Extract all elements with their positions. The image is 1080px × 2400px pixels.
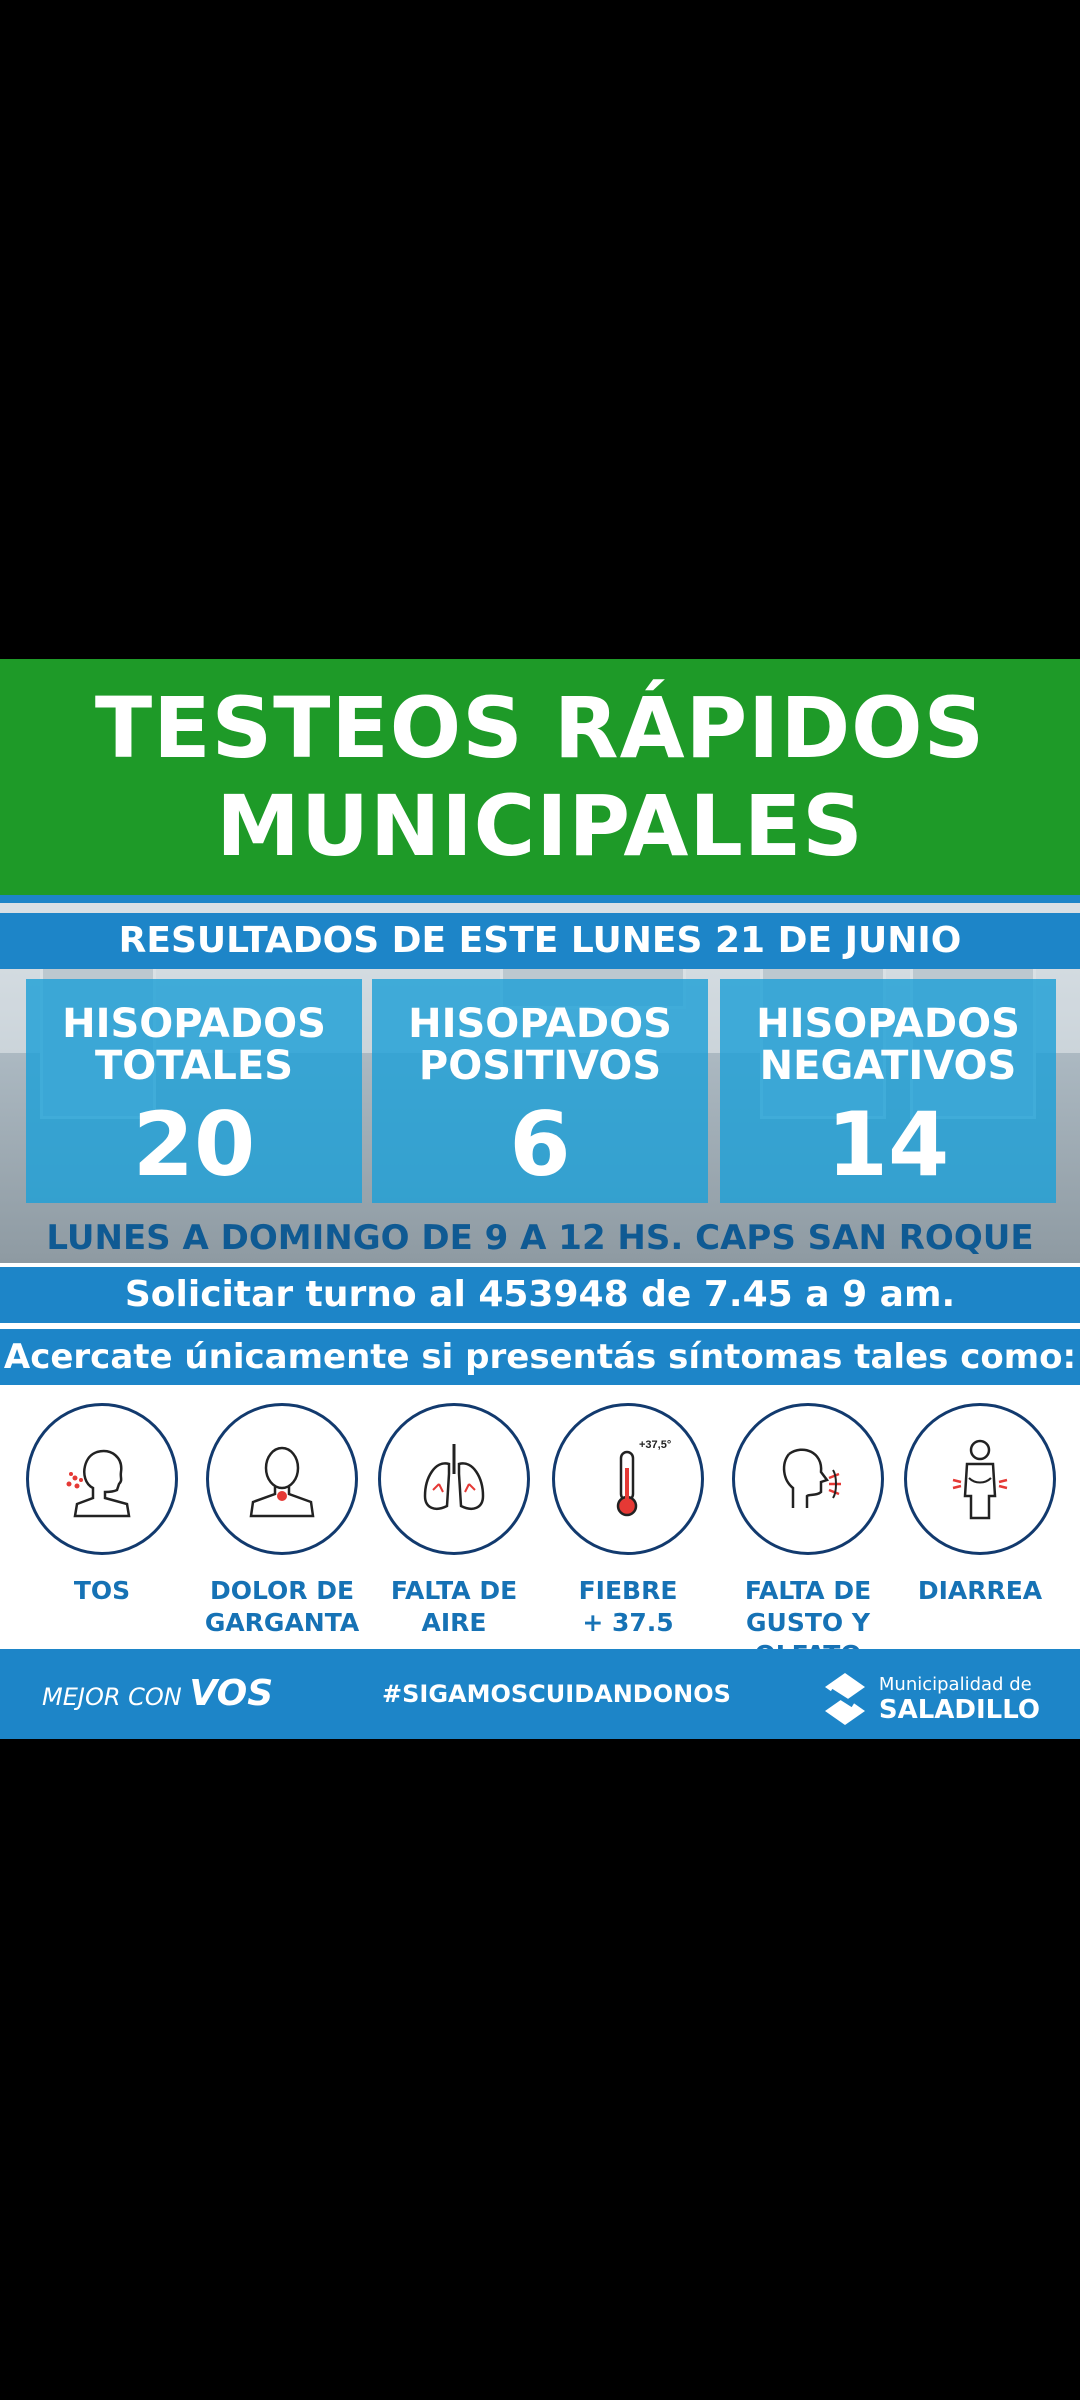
stat-total: [26, 979, 362, 1203]
symptom-shortness-breath-label-2: AIRE: [421, 1608, 487, 1637]
stat-positive-label-1: HISOPADOS: [408, 1001, 672, 1047]
stat-negative-value: 14: [826, 1093, 950, 1196]
symptom-diarrhea: [890, 1385, 1070, 1607]
symptoms-row: [0, 1385, 1080, 1649]
fever-temp-text: +37,5°: [639, 1439, 672, 1451]
symptom-taste-smell-label-1: FALTA DE: [744, 1576, 872, 1605]
footer-bar: [0, 1649, 1080, 1739]
slogan-vos: VOS: [189, 1673, 274, 1714]
stat-total-value: 20: [132, 1093, 256, 1196]
stat-negative: [720, 979, 1056, 1203]
title-line-1: TESTEOS RÁPIDOS: [94, 679, 986, 777]
municipality-logo: [823, 1671, 1040, 1727]
title-banner: [0, 659, 1080, 895]
symptom-fever-label-2: + 37.5: [582, 1608, 674, 1637]
appointment-bar: Solicitar turno al 453948 de 7.45 a 9 am.: [0, 1267, 1080, 1323]
municipality-small: Municipalidad de: [878, 1674, 1032, 1695]
symptom-cough: [12, 1385, 192, 1607]
cough-icon: [26, 1403, 178, 1555]
symptom-fever: [538, 1385, 718, 1639]
symptom-sore-throat-label-2: GARGANTA: [204, 1608, 360, 1637]
stat-positive: [372, 979, 708, 1203]
saladillo-logo-icon: [823, 1671, 867, 1727]
stat-positive-label-2: POSITIVOS: [418, 1043, 662, 1089]
slogan-prefix: MEJOR CON: [42, 1683, 182, 1711]
symptom-sore-throat: [192, 1385, 372, 1639]
symptom-taste-smell: [718, 1385, 898, 1671]
slogan: [42, 1673, 273, 1718]
stat-negative-label-1: HISOPADOS: [756, 1001, 1020, 1047]
symptom-fever-label-1: FIEBRE: [578, 1576, 678, 1605]
symptom-taste-smell-label-2: GUSTO Y: [746, 1608, 870, 1637]
covid-testing-poster: [0, 659, 1080, 1739]
symptom-shortness-breath-label-1: FALTA DE: [390, 1576, 518, 1605]
sore-throat-icon: [206, 1403, 358, 1555]
stat-total-label-1: HISOPADOS: [62, 1001, 326, 1047]
symptom-diarrhea-label: DIARREA: [917, 1576, 1043, 1605]
title-line-2: MUNICIPALES: [216, 777, 864, 875]
municipality-name: SALADILLO: [878, 1695, 1040, 1725]
hashtag: #SIGAMOSCUIDANDONOS: [382, 1680, 731, 1708]
schedule-text: LUNES A DOMINGO DE 9 A 12 HS. CAPS SAN ROQUE: [46, 1218, 1034, 1258]
stat-positive-value: 6: [509, 1093, 571, 1196]
divider-stripe: [0, 895, 1080, 903]
stat-total-label-2: TOTALES: [94, 1043, 294, 1089]
results-header: RESULTADOS DE ESTE LUNES 21 DE JUNIO: [0, 913, 1080, 969]
smell-icon: [732, 1403, 884, 1555]
thermometer-icon: [552, 1403, 704, 1555]
symptom-shortness-breath: [364, 1385, 544, 1639]
symptom-cough-label: TOS: [73, 1576, 131, 1605]
symptom-sore-throat-label-1: DOLOR DE: [209, 1576, 355, 1605]
symptoms-intro: Acercate únicamente si presentás síntomas tales como:: [0, 1329, 1080, 1385]
stomach-icon: [904, 1403, 1056, 1555]
lungs-icon: [378, 1403, 530, 1555]
stat-negative-label-2: NEGATIVOS: [759, 1043, 1017, 1089]
